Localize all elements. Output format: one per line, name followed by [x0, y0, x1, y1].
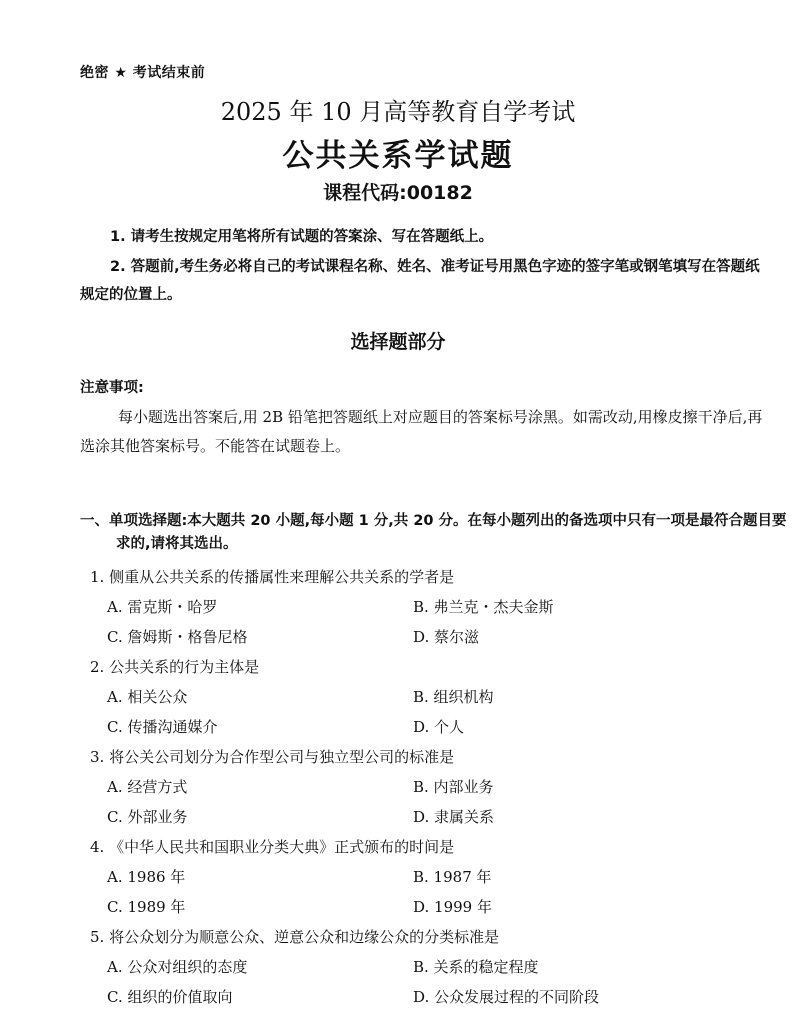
option-c: C. 外部业务 — [107, 808, 188, 826]
question-stem: 5. 将公众划分为顺意公众、逆意公众和边缘公众的分类标准是 — [90, 928, 500, 946]
option-b: B. 1987 年 — [413, 868, 492, 886]
option-b: B. 组织机构 — [413, 688, 494, 706]
option-d: D. 蔡尔滋 — [413, 628, 480, 646]
option-row — [0, 773, 796, 803]
confidential-label: 绝密 ★ 考试结束前 — [80, 65, 206, 81]
question-stem: 2. 公共关系的行为主体是 — [90, 658, 260, 676]
option-a: A. 相关公众 — [107, 688, 188, 706]
option-row — [0, 953, 796, 983]
question-list — [0, 563, 796, 1013]
option-row — [0, 803, 796, 833]
question-stem-row — [0, 743, 796, 773]
option-a: A. 雷克斯・哈罗 — [107, 598, 218, 616]
option-row — [0, 863, 796, 893]
question-stem-row — [0, 923, 796, 953]
question-stem: 3. 将公关公司划分为合作型公司与独立型公司的标准是 — [90, 748, 455, 766]
option-d: D. 公众发展过程的不同阶段 — [413, 988, 600, 1006]
option-row — [0, 623, 796, 653]
question-stem: 1. 侧重从公共关系的传播属性来理解公共关系的学者是 — [90, 568, 455, 586]
subject-title: 公共关系学试题 — [282, 138, 514, 174]
option-row — [0, 893, 796, 923]
question-stem-row — [0, 653, 796, 683]
question-stem: 4. 《中华人民共和国职业分类大典》正式颁布的时间是 — [90, 838, 455, 856]
option-d: D. 隶属关系 — [413, 808, 495, 826]
option-c: C. 1989 年 — [107, 898, 186, 916]
option-d: D. 个人 — [413, 718, 465, 736]
instruction-1: 1. 请考生按规定用笔将所有试题的答案涂、写在答题纸上。 — [110, 229, 494, 245]
instruction-2: 2. 答题前,考生务必将自己的考试课程名称、姓名、准考证号用黑色字迹的签字笔或钢笔填写在答题纸规定的位置上。 — [80, 259, 760, 303]
option-row — [0, 983, 796, 1013]
option-row — [0, 683, 796, 713]
option-c: C. 传播沟通媒介 — [107, 718, 218, 736]
question-stem-row — [0, 833, 796, 863]
option-b: B. 弗兰克・杰夫金斯 — [413, 598, 554, 616]
option-b: B. 关系的稳定程度 — [413, 958, 539, 976]
notice-body: 每小题选出答案后,用 2B 铅笔把答题纸上对应题目的答案标号涂黑。如需改动,用橡皮擦干净后,再选涂其他答案标号。不能答在试题卷上。 — [80, 408, 763, 455]
section-title: 选择题部分 — [350, 331, 446, 353]
exam-title: 2025 年 10 月高等教育自学考试 — [220, 98, 576, 126]
option-a: A. 公众对组织的态度 — [107, 958, 248, 976]
option-a: A. 经营方式 — [107, 778, 188, 796]
part-heading: 一、单项选择题:本大题共 20 小题,每小题 1 分,共 20 分。在每小题列出的备选项中只有一项是最符合题目要求的,请将其选出。 — [80, 513, 787, 552]
option-c: C. 詹姆斯・格鲁尼格 — [107, 628, 248, 646]
option-b: B. 内部业务 — [413, 778, 494, 796]
option-d: D. 1999 年 — [413, 898, 492, 916]
option-c: C. 组织的价值取向 — [107, 988, 233, 1006]
notice-label: 注意事项: — [80, 380, 144, 396]
question-stem-row — [0, 563, 796, 593]
option-row — [0, 713, 796, 743]
option-row — [0, 593, 796, 623]
course-code: 课程代码:00182 — [323, 182, 473, 204]
option-a: A. 1986 年 — [107, 868, 186, 886]
